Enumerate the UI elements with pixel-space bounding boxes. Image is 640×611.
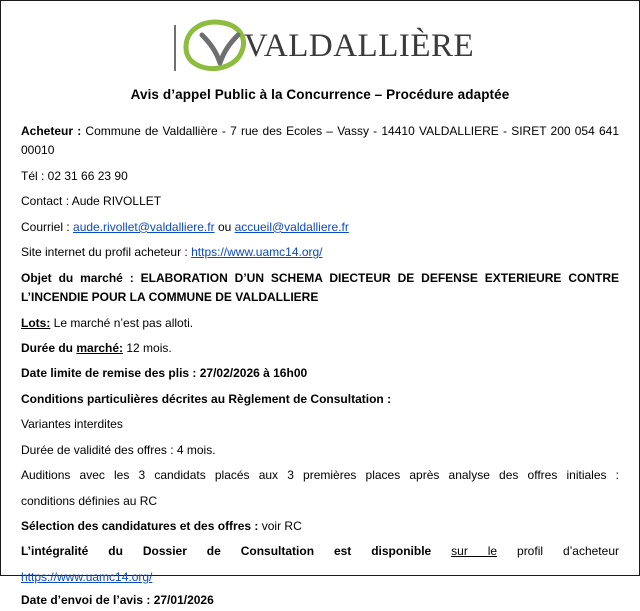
- page-title: Avis d’appel Public à la Concurrence – Procédure adaptée: [130, 87, 510, 102]
- leaf-icon: [180, 17, 252, 75]
- lots-line: [21, 314, 619, 333]
- profile-site-link[interactable]: https://www.uamc14.org/: [191, 245, 323, 260]
- selection-label: Sélection des candidatures et des offres :: [21, 519, 259, 533]
- document-body: [1, 1, 639, 611]
- deadline-line: Date limite de remise des plis : 27/02/2026 à 16h00: [21, 366, 308, 381]
- sent-date-line: Date d’envoi de l’avis : 27/01/2026: [21, 593, 214, 608]
- logo-wordmark: VALDALLIÈRE: [243, 27, 475, 64]
- selection-value: voir RC: [258, 519, 302, 533]
- selection-line: [21, 517, 619, 536]
- validity-line: Durée de validité des offres : 4 mois.: [21, 442, 216, 457]
- phone-line: Tél : 02 31 66 23 90: [21, 168, 128, 183]
- profile-site-label: Site internet du profil acheteur :: [21, 245, 192, 260]
- dossier-link-text[interactable]: sur le: [451, 544, 498, 559]
- buyer-line: [21, 122, 619, 161]
- email-link-2[interactable]: accueil@valdalliere.fr: [234, 219, 349, 234]
- conditions-line: Conditions particulières décrites au Règlement de Consultation :: [21, 391, 392, 406]
- buyer-label: Acheteur :: [21, 124, 82, 138]
- auditions-line-1: Auditions avec les 3 candidats placés aux 3 premières places après analyse des offres initiales :: [21, 468, 619, 483]
- lots-value: Le marché n’est pas alloti.: [50, 315, 194, 330]
- duration-label-b: marché:: [76, 340, 124, 355]
- duration-label-a: Durée du: [21, 340, 77, 355]
- object-line: [21, 269, 619, 308]
- dossier-url-link[interactable]: https://www.uamc14.org/: [21, 569, 153, 584]
- email-separator: ou: [214, 219, 235, 234]
- buyer-value: Commune de Valdallière - 7 rue des Ecoles – Vassy - 14410 VALDALLIERE - SIRET 200 054 641 00010: [21, 124, 619, 158]
- duration-line: [21, 339, 619, 358]
- dossier-url-line: [21, 568, 619, 587]
- dossier-line: [21, 542, 619, 561]
- lots-label: Lots:: [21, 315, 51, 330]
- duration-value: 12 mois.: [123, 340, 172, 355]
- email-label: Courriel :: [21, 219, 74, 234]
- contact-line: Contact : Aude RIVOLLET: [21, 194, 162, 209]
- variants-line: Variantes interdites: [21, 417, 123, 432]
- email-line: [21, 218, 619, 237]
- logo-vertical-bar: [174, 25, 176, 71]
- email-link-1[interactable]: aude.rivollet@valdalliere.fr: [73, 219, 215, 234]
- object-label: Objet du marché :: [21, 270, 134, 285]
- profile-site-line: [21, 243, 619, 262]
- dossier-tail: profil d’acheteur: [517, 544, 619, 559]
- logo-header: [21, 15, 619, 77]
- dossier-label: L’intégralité du Dossier de Consultation est disponible: [21, 544, 432, 559]
- valdalliere-leaf-logo: [166, 17, 252, 75]
- object-value: ELABORATION D’UN SCHEMA DIECTEUR DE DEFENSE EXTERIEURE CONTRE L’INCENDIE POUR LA COMMUNE DE VALDALLIERE: [21, 270, 619, 305]
- auditions-line-2: conditions définies au RC: [21, 493, 158, 508]
